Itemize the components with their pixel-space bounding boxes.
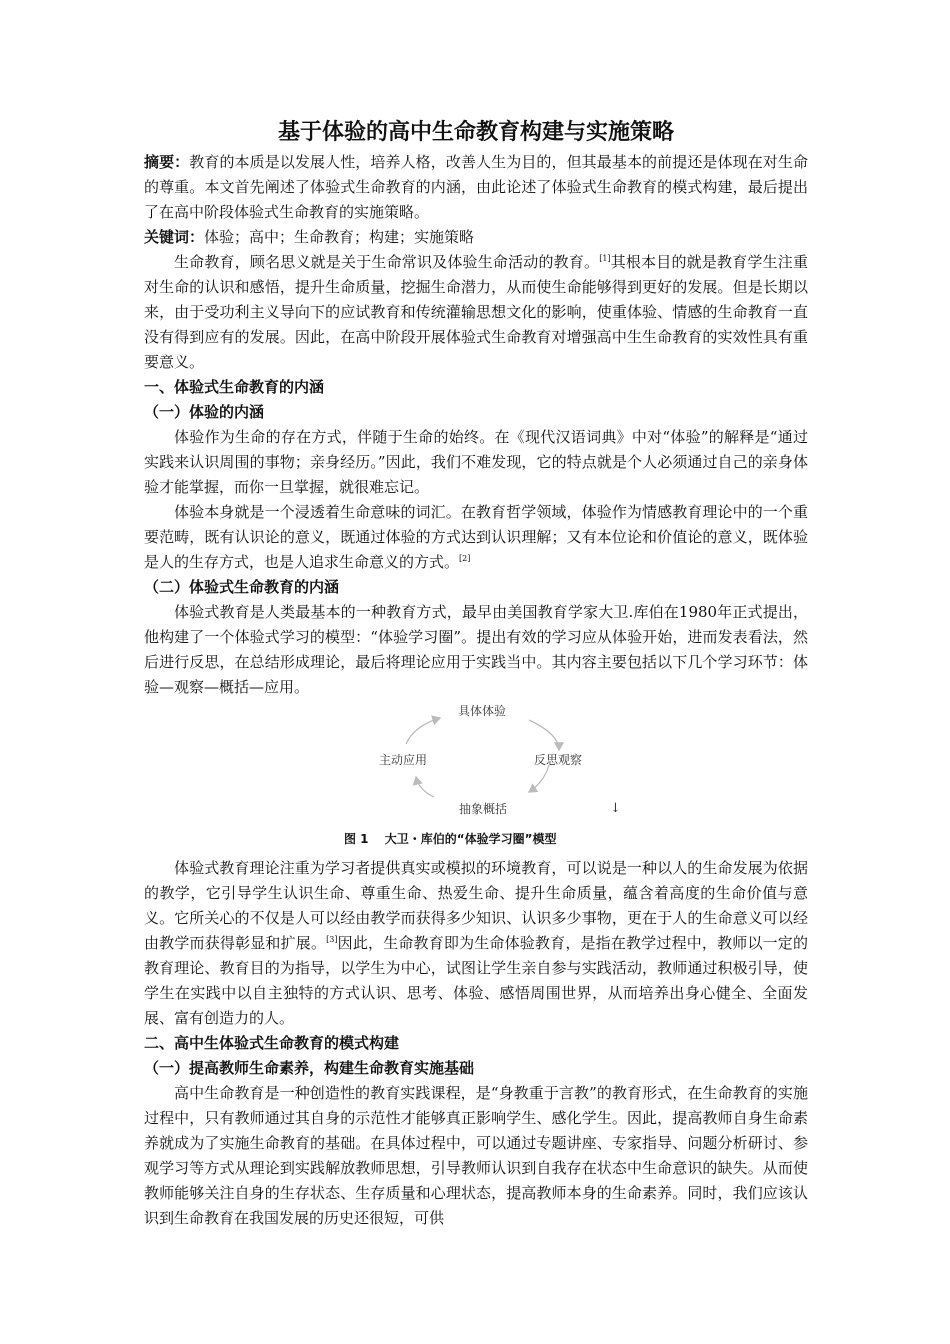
document-page <box>144 118 808 1231</box>
intro-paragraph <box>144 250 808 375</box>
arrow-right-to-bottom <box>529 765 549 792</box>
section-1-2-paragraph-2 <box>144 856 808 1031</box>
abstract <box>144 150 808 225</box>
arrow-left-to-top <box>406 718 440 744</box>
section-1-2-paragraph-1: 体验式教育是人类最基本的一种教育方式，最早由美国教育学家大卫.库伯在1980年正式提出，他构建了一个体验式学习的模型：“体验学习圈”。提出有效的学习应从体验开始，进而发表看法，然后进行反思，在总结形成理论，最后将理论应用于实践当中。其内容主要包括以下几个学习环节：体验—观察—概括—应用。 <box>144 603 808 696</box>
section-1-2-paragraph-2-text-a: 体验式教育理论注重为学习者提供真实或模拟的环境教育，可以说是一种以人的生命发展为依据的教学，它引导学生认识生命、尊重生命、热爱生命、提升生命质量，蕴含着高度的生命价值与意义。它所关心的不仅是人可以经由教学而获得多少知识、认识多少事物，更在于人的生命意义可以经由教学而获得彰显和扩展。 <box>144 859 808 952</box>
node-reflective-observation: 反思观察 <box>534 753 583 767</box>
citation-2: [2] <box>459 554 471 563</box>
citation-3: [3] <box>326 935 338 944</box>
document-title: 基于体验的高中生命教育构建与实施策略 <box>277 120 674 145</box>
section-2-heading: 二、高中生体验式生命教育的模式构建 <box>144 1034 400 1052</box>
section-2-1-heading: （一）提高教师生命素养，构建生命教育实施基础 <box>144 1059 475 1077</box>
node-abstract-conceptualization: 抽象概括 <box>459 802 508 816</box>
intro-text-b: 其根本目的就是教育学生注重对生命的认识和感悟，提升生命质量，挖掘生命潜力，从而使生命能够得到更好的发展。但是长期以来，由于受功利主义导向下的应试教育和传统灌输思想文化的影响，使重体验、情感的生命教育一直没有得到应有的发展。因此，在高中阶段开展体验式生命教育对增强高中生生命教育的实效性具有重要意义。 <box>144 253 808 371</box>
keywords-label: 关键词： <box>144 228 205 246</box>
section-2-1-paragraph-1: 高中生命教育是一种创造性的教育实践课程，是“身教重于言教”的教育形式，在生命教育的实施过程中，只有教师通过其自身的示范性才能够真正影响学生、感化学生。因此，提高教师自身生命素养就成为了实施生命教育的基础。在具体过程中，可以通过专题讲座、专家指导、问题分析研讨、参观学习等方式从理论到实践解放教师思想，引导教师认识到自我存在状态中生命意识的缺失。从而使教师能够关注自身的生存状态、生存质量和心理状态，提高教师本身的生命素养。同时，我们应该认识到生命教育在我国发展的历史还很短，可供 <box>144 1084 808 1227</box>
section-1-1-heading: （一）体验的内涵 <box>144 403 265 421</box>
keywords-text: 体验；高中；生命教育；构建；实施策略 <box>204 228 475 246</box>
abstract-label: 摘要： <box>144 153 190 171</box>
paragraph-mark: ↓ <box>610 801 621 816</box>
figure-caption: 图 1 大卫・库伯的“体验学习圈”模型 <box>344 832 557 846</box>
node-concrete-experience: 具体体验 <box>458 704 507 718</box>
intro-text-a: 生命教育，顾名思义就是关于生命常识及体验生命活动的教育。 <box>174 253 600 271</box>
citation-1: [1] <box>599 254 611 263</box>
abstract-text: 教育的本质是以发展人性，培养人格，改善人生为目的，但其最基本的前提还是体现在对生命的尊重。本文首先阐述了体验式生命教育的内涵，由此论述了体验式生命教育的模式构建，最后提出了在高中阶段体验式生命教育的实施策略。 <box>144 153 808 221</box>
section-1-1-paragraph-2 <box>144 500 808 575</box>
section-1-2-heading: （二）体验式生命教育的内涵 <box>144 578 340 596</box>
arrow-bottom-to-left <box>416 777 434 797</box>
experiential-learning-cycle-figure <box>144 702 808 852</box>
keywords <box>144 225 808 250</box>
section-1-1-paragraph-2-text: 体验本身就是一个浸透着生命意味的词汇。在教育哲学领域，体验作为情感教育理论中的一个重要范畴，既有认识论的意义，既通过体验的方式达到认识理解；又有本位论和价值论的意义，既体验是人的生存方式，也是人追求生命意义的方式。 <box>144 503 808 571</box>
arrow-top-to-right <box>529 720 559 750</box>
section-1-2-paragraph-2-text-b: 因此，生命教育即为生命体验教育，是指在教学过程中，教师以一定的教育理论、教育目的为指导，以学生为中心，试图让学生亲自参与实践活动，教师通过积极引导，使学生在实践中以自主独特的方式认识、思考、体验、感悟周围世界，从而培养出身心健全、全面发展、富有创造力的人。 <box>144 934 808 1027</box>
node-active-experimentation: 主动应用 <box>379 753 428 767</box>
section-1-heading: 一、体验式生命教育的内涵 <box>144 378 325 396</box>
section-1-1-paragraph-1: 体验作为生命的存在方式，伴随于生命的始终。在《现代汉语词典》中对“体验”的解释是“通过实践来认识周围的事物；亲身经历。”因此，我们不难发现，它的特点就是个人必须通过自己的亲身体验才能掌握，而你一旦掌握，就很难忘记。 <box>144 428 808 496</box>
